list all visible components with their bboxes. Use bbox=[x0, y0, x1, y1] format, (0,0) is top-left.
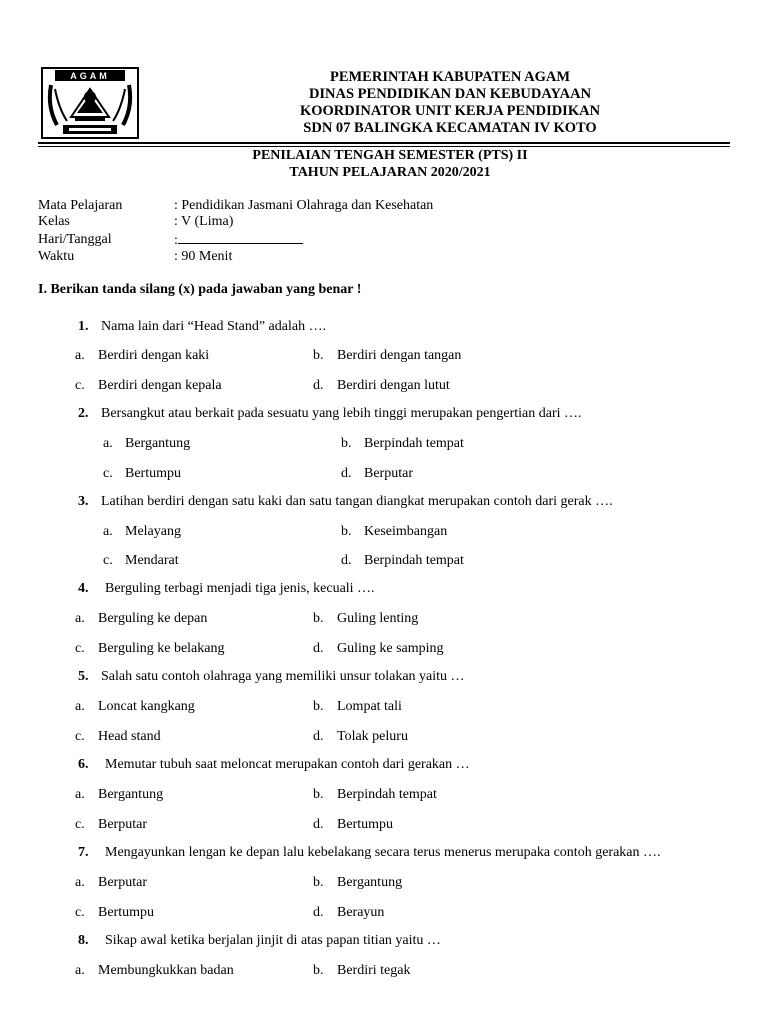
question-text: Mengayunkan lengan ke depan lalu kebelakang secara terus menerus merupaka contoh gerakan …. bbox=[105, 845, 661, 860]
meta-date-label: Hari/Tanggal bbox=[38, 232, 112, 247]
exam-title: PENILAIAN TENGAH SEMESTER (PTS) II bbox=[252, 148, 528, 163]
meta-time-value: : 90 Menit bbox=[174, 249, 233, 264]
option-a[interactable]: Membungkukkan badan bbox=[98, 963, 234, 978]
option-letter: b. bbox=[313, 963, 324, 978]
meta-subject-value: : Pendidikan Jasmani Olahraga dan Kesehatan bbox=[174, 198, 434, 213]
meta-class-value: : V (Lima) bbox=[174, 214, 234, 229]
question-number: 1. bbox=[78, 319, 89, 334]
option-letter: b. bbox=[313, 875, 324, 890]
option-a[interactable]: Bergantung bbox=[125, 436, 191, 451]
header-rule-thick bbox=[38, 142, 730, 144]
option-letter: c. bbox=[75, 817, 85, 832]
option-letter: a. bbox=[75, 787, 85, 802]
option-letter: b. bbox=[313, 611, 324, 626]
option-letter: d. bbox=[341, 466, 352, 481]
option-letter: a. bbox=[75, 699, 85, 714]
section-instruction: I. Berikan tanda silang (x) pada jawaban yang benar ! bbox=[38, 282, 362, 297]
option-letter: c. bbox=[75, 729, 85, 744]
option-letter: a. bbox=[75, 611, 85, 626]
option-letter: c. bbox=[103, 466, 113, 481]
question-number: 2. bbox=[78, 406, 89, 421]
option-a[interactable]: Loncat kangkang bbox=[98, 699, 195, 714]
option-b[interactable]: Keseimbangan bbox=[364, 524, 448, 539]
meta-date-colon: : bbox=[174, 233, 178, 248]
question-number: 4. bbox=[78, 581, 89, 596]
option-c[interactable]: Bertumpu bbox=[98, 905, 154, 920]
option-letter: b. bbox=[341, 524, 352, 539]
option-c[interactable]: Head stand bbox=[98, 729, 161, 744]
option-d[interactable]: Berayun bbox=[337, 905, 385, 920]
meta-time-label: Waktu bbox=[38, 249, 75, 264]
option-letter: b. bbox=[313, 348, 324, 363]
option-b[interactable]: Lompat tali bbox=[337, 699, 402, 714]
question-text: Berguling terbagi menjadi tiga jenis, kecuali …. bbox=[105, 581, 375, 596]
option-letter: d. bbox=[313, 905, 324, 920]
option-d[interactable]: Tolak peluru bbox=[337, 729, 408, 744]
option-letter: d. bbox=[341, 553, 352, 568]
option-b[interactable]: Guling lenting bbox=[337, 611, 419, 626]
option-a[interactable]: Berguling ke depan bbox=[98, 611, 208, 626]
question-number: 3. bbox=[78, 494, 89, 509]
meta-date-value bbox=[174, 231, 303, 249]
date-blank-line bbox=[178, 231, 303, 244]
option-letter: c. bbox=[75, 378, 85, 393]
question-number: 5. bbox=[78, 669, 89, 684]
option-d[interactable]: Berdiri dengan lutut bbox=[337, 378, 450, 393]
option-letter: c. bbox=[75, 641, 85, 656]
question-text: Nama lain dari “Head Stand” adalah …. bbox=[101, 319, 327, 334]
option-d[interactable]: Berpindah tempat bbox=[364, 553, 464, 568]
option-letter: b. bbox=[313, 787, 324, 802]
option-d[interactable]: Guling ke samping bbox=[337, 641, 444, 656]
question-text: Latihan berdiri dengan satu kaki dan satu tangan diangkat merupakan contoh dari gerak …. bbox=[101, 494, 613, 509]
option-letter: a. bbox=[75, 875, 85, 890]
option-a[interactable]: Melayang bbox=[125, 524, 181, 539]
option-letter: d. bbox=[313, 378, 324, 393]
option-a[interactable]: Berdiri dengan kaki bbox=[98, 348, 210, 363]
question-text: Bersangkut atau berkait pada sesuatu yang lebih tinggi merupakan pengertian dari …. bbox=[101, 406, 582, 421]
option-b[interactable]: Berpindah tempat bbox=[364, 436, 464, 451]
option-c[interactable]: Berputar bbox=[98, 817, 147, 832]
logo-title-text: AGAM bbox=[70, 71, 110, 81]
option-letter: b. bbox=[341, 436, 352, 451]
question-text: Salah satu contoh olahraga yang memiliki unsur tolakan yaitu … bbox=[101, 669, 465, 684]
option-c[interactable]: Bertumpu bbox=[125, 466, 181, 481]
header-line-1: PEMERINTAH KABUPATEN AGAM bbox=[329, 69, 571, 85]
option-letter: c. bbox=[103, 553, 113, 568]
option-c[interactable]: Berguling ke belakang bbox=[98, 641, 225, 656]
option-letter: a. bbox=[75, 348, 85, 363]
question-number: 8. bbox=[78, 933, 89, 948]
header-line-4: SDN 07 BALINGKA KECAMATAN IV KOTO bbox=[303, 120, 597, 136]
agam-logo bbox=[41, 67, 139, 139]
option-letter: d. bbox=[313, 817, 324, 832]
option-d[interactable]: Bertumpu bbox=[337, 817, 393, 832]
option-c[interactable]: Mendarat bbox=[125, 553, 179, 568]
option-c[interactable]: Berdiri dengan kepala bbox=[98, 378, 222, 393]
option-b[interactable]: Bergantung bbox=[337, 875, 403, 890]
option-b[interactable]: Berpindah tempat bbox=[337, 787, 437, 802]
option-letter: c. bbox=[75, 905, 85, 920]
question-number: 6. bbox=[78, 757, 89, 772]
meta-class-label: Kelas bbox=[38, 214, 70, 229]
header-rule-thin bbox=[38, 146, 730, 147]
header-line-2: DINAS PENDIDIKAN DAN KEBUDAYAAN bbox=[308, 86, 592, 102]
option-letter: d. bbox=[313, 729, 324, 744]
option-letter: d. bbox=[313, 641, 324, 656]
option-letter: a. bbox=[103, 436, 113, 451]
option-a[interactable]: Berputar bbox=[98, 875, 147, 890]
option-letter: b. bbox=[313, 699, 324, 714]
exam-year: TAHUN PELAJARAN 2020/2021 bbox=[289, 165, 491, 180]
option-b[interactable]: Berdiri tegak bbox=[337, 963, 411, 978]
question-number: 7. bbox=[78, 845, 89, 860]
option-b[interactable]: Berdiri dengan tangan bbox=[337, 348, 462, 363]
header-line-3: KOORDINATOR UNIT KERJA PENDIDIKAN bbox=[299, 103, 601, 119]
meta-subject-label: Mata Pelajaran bbox=[38, 198, 123, 213]
question-text: Sikap awal ketika berjalan jinjit di atas papan titian yaitu … bbox=[105, 933, 441, 948]
option-d[interactable]: Berputar bbox=[364, 466, 413, 481]
option-letter: a. bbox=[103, 524, 113, 539]
question-text: Memutar tubuh saat meloncat merupakan contoh dari gerakan … bbox=[105, 757, 470, 772]
option-letter: a. bbox=[75, 963, 85, 978]
option-a[interactable]: Bergantung bbox=[98, 787, 164, 802]
